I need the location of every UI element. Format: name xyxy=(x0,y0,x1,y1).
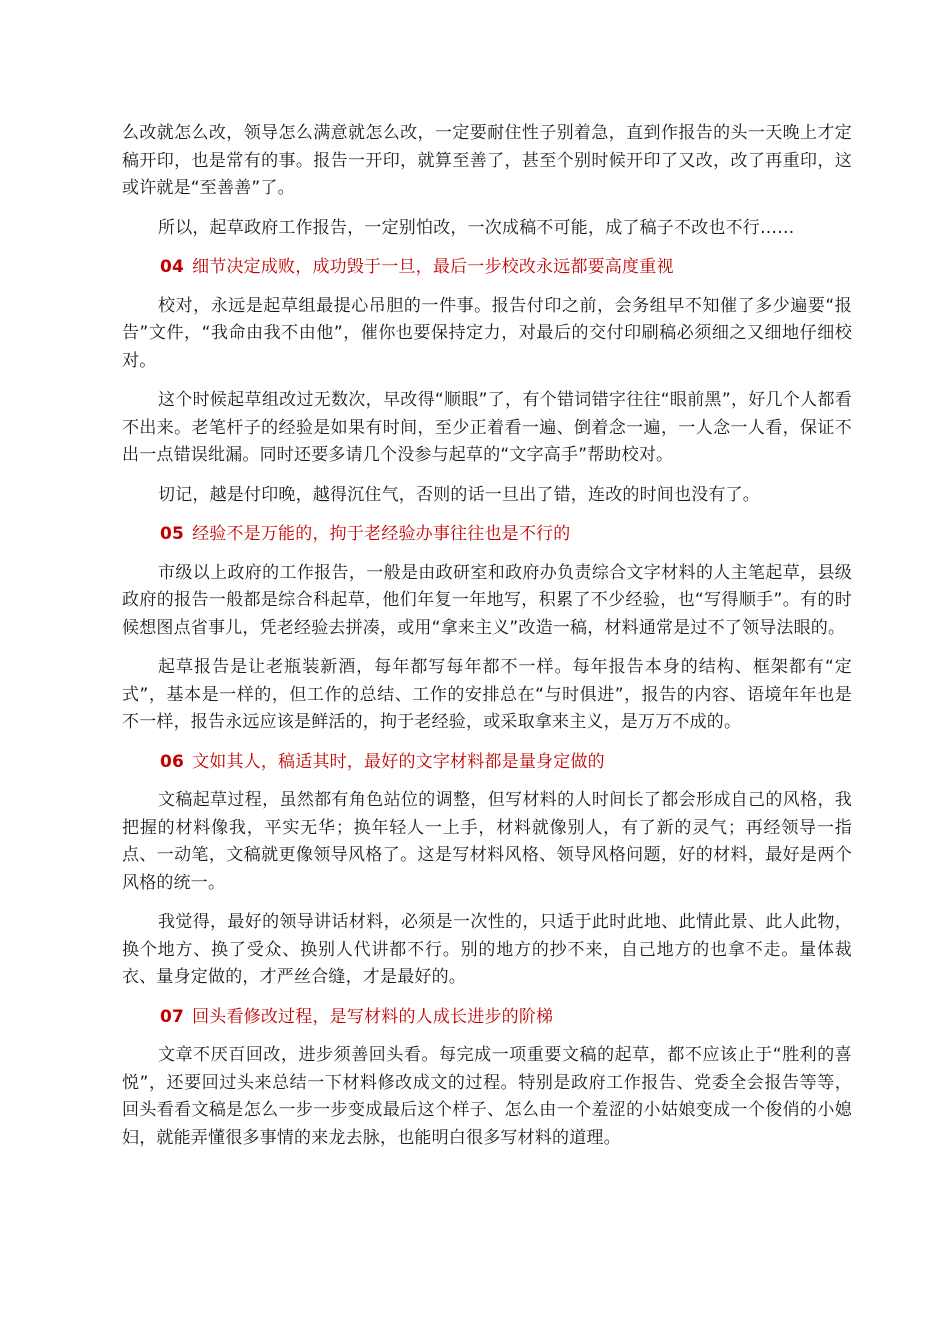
section-number: 07 xyxy=(160,1006,185,1027)
paragraph: 文稿起草过程，虽然都有角色站位的调整，但写材料的人时间长了都会形成自己的风格，我把握的材料像我，平实无华；换年轻人一上手，材料就像别人，有了新的灵气；再经领导一指点、一动笔，文稿就更像领导风格了。这是写材料风格、领导风格问题，好的材料，最好是两个风格的统一。 xyxy=(122,790,852,893)
section-number: 05 xyxy=(160,524,185,544)
paragraph: 所以，起草政府工作报告，一定别怕改，一次成稿不可能，成了稿子不改也不行…… xyxy=(158,217,795,238)
section-title: 细节决定成败，成功毁于一旦，最后一步校改永远都要高度重视 xyxy=(192,257,674,277)
section-title: 文如其人，稿适其时，最好的文字材料都是量身定做的 xyxy=(192,751,605,772)
paragraph: 校对，永远是起草组最提心吊胆的一件事。报告付印之前，会务组早不知催了多少遍要“报告”文件，“我命由我不由他”，催你也要保持定力，对最后的交付印刷稿必须细之又细地仔细校对。 xyxy=(122,295,852,371)
paragraph: 这个时候起草组改过无数次，早改得“顺眼”了，有个错词错字往往“眼前黑”，好几个人都看不出来。老笔杆子的经验是如果有时间，至少正着看一遍、倒着念一遍，一人念一人看，保证不出一点错误纰漏。同时还要多请几个没参与起草的“文字高手”帮助校对。 xyxy=(122,390,852,465)
section-heading-06 xyxy=(122,749,852,777)
paragraph: 文章不厌百回改，进步须善回头看。每完成一项重要文稿的起草，都不应该止于“胜利的喜悦”，还要回过头来总结一下材料修改成文的过程。特别是政府工作报告、党委全会报告等等，回头看看文稿是怎么一步一步变成最后这个样子、怎么由一个羞涩的小姑娘变成一个俊俏的小媳妇，就能弄懂很多事情的来龙去脉，也能明白很多写材料的道理。 xyxy=(122,1045,852,1148)
paragraph: 切记，越是付印晚，越得沉住气，否则的话一旦出了错，连改的时间也没有了。 xyxy=(158,484,760,505)
paragraph: 市级以上政府的工作报告，一般是由政研室和政府办负责综合文字材料的人主笔起草，县级政府的报告一般都是综合科起草，他们年复一年地写，积累了不少经验，也“写得顺手”。有的时候想图点省事儿，凭老经验去拼凑，或用“拿来主义”改造一稿，材料通常是过不了领导法眼的。 xyxy=(122,562,852,638)
paragraph: 起草报告是让老瓶装新酒，每年都写每年都不一样。每年报告本身的结构、框架都有“定式”，基本是一样的，但工作的总结、工作的安排总在“与时俱进”，报告的内容、语境年年也是不一样，报告永远应该是鲜活的，拘于老经验，或采取拿来主义，是万万不成的。 xyxy=(122,657,852,732)
document-page xyxy=(122,120,852,1164)
section-number: 04 xyxy=(160,257,185,277)
section-title: 回头看修改过程，是写材料的人成长进步的阶梯 xyxy=(192,1006,554,1027)
paragraph-continued: 么改就怎么改，领导怎么满意就怎么改，一定要耐住性子别着急，直到作报告的头一天晚上才定稿开印，也是常有的事。报告一开印，就算至善了，甚至个别时候开印了又改，改了再重印，这或许就是“至善善”了。 xyxy=(122,123,852,198)
section-heading-04 xyxy=(122,254,852,282)
section-title: 经验不是万能的，拘于老经验办事往往也是不行的 xyxy=(192,524,571,544)
section-heading-07 xyxy=(122,1004,852,1032)
section-number: 06 xyxy=(160,751,185,772)
paragraph: 我觉得，最好的领导讲话材料，必须是一次性的，只适于此时此地、此情此景、此人此物，换个地方、换了受众、换别人代讲都不行。别的地方的抄不来，自己地方的也拿不走。量体裁衣、量身定做的，才严丝合缝，才是最好的。 xyxy=(122,912,852,987)
section-heading-05 xyxy=(122,521,852,549)
